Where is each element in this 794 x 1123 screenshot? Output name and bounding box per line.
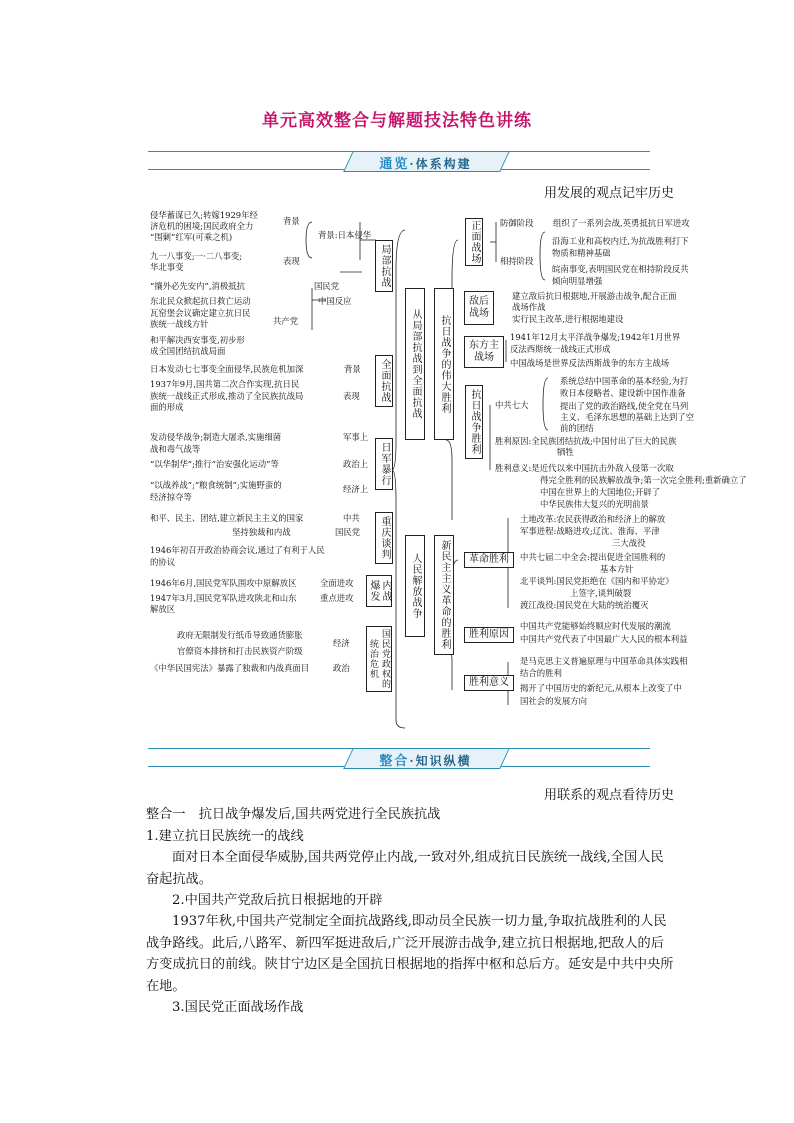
atrocity-economic-1: “以战养战”;“粮食统制”;实施野蛮的: [150, 480, 282, 490]
local-ccp-item-2: 瓦窑堡会议确定建立抗日民: [150, 308, 251, 318]
atrocity-military-1: 发动侵华战争;制造大屠杀,实施细菌: [150, 432, 282, 442]
local-bg-label: 背景: [283, 216, 300, 226]
local-ccp-item-3: 族统一战线方针: [150, 319, 209, 329]
local-manifest-label: 表现: [283, 256, 300, 266]
civil-war-item-1: 1946年6月,国民党军队围攻中原解放区: [150, 578, 297, 588]
s1-title: 1.建立抗日民族统一的战线: [146, 829, 304, 844]
revolution-item-7: 上签字,谈判破裂: [570, 588, 632, 598]
eastern-item-1: 1941年12月太平洋战争爆发;1942年1月世界: [510, 332, 681, 342]
box-eastern: 东方主战场: [464, 336, 504, 368]
box-meaning: 胜利意义: [464, 675, 514, 691]
civil-war-item-2: 1947年3月,国民党军队进攻陕北和山东: [150, 593, 297, 603]
local-gmd-item: “攘外必先安内”,消极抵抗: [150, 281, 245, 291]
meaning-item-3: 揭开了中国历史的新纪元,从根本上改变了中: [520, 683, 682, 693]
chongqing-item-2: 坚持独裁和内战: [232, 527, 291, 537]
victory-reason-1: 胜利原因:全民族团结抗战;中国付出了巨大的民族: [495, 436, 677, 446]
atrocity-political-1: “以华制华”;推行“治安强化运动”等: [150, 459, 279, 469]
local-ccp-label: 共产党: [273, 316, 299, 326]
chongqing-item-4: 的协议: [150, 557, 176, 567]
revolution-item-3: 三大战役: [612, 538, 646, 548]
victory-meaning-4: 中华民族伟大复兴的光明前景: [540, 499, 649, 509]
front-defense-item: 组织了一系列会战,英勇抵抗日军进攻: [553, 218, 690, 228]
local-manifest-item-2: 华北事变: [150, 262, 184, 272]
chongqing-item-3: 1946年初召开政治协商会议,通过了有利于人民: [150, 545, 325, 555]
box-rear-battle: 敌后战场: [464, 291, 494, 325]
center-local-to-full-war: 从局部抗战到全面抗战: [405, 288, 425, 440]
full-bg-item: 日本发动七七事变全面侵华,民族危机加深: [150, 364, 304, 374]
victory-congress-4: 主义、毛泽东思想的基础上达到了空: [560, 412, 694, 422]
local-china-reaction: 中国反应: [318, 296, 352, 306]
local-gmd-label: 国民党: [314, 281, 340, 291]
meaning-item-1: 是马克思主义普遍原理与中国革命具体实践相: [520, 656, 688, 666]
banner-rest: ·知识纵横: [409, 754, 472, 768]
victory-meaning-3: 中国在世界上的大国地位;开辟了: [540, 487, 661, 497]
revolution-item-8: 渡江战役:国民党在大陆的统治覆灭: [520, 600, 649, 610]
victory-reason-2: 牺牲: [557, 447, 574, 457]
revolution-item-6: 北平谈判:国民党拒绝在《国内和平协定》: [520, 576, 674, 586]
meaning-item-4: 国社会的发展方向: [520, 696, 587, 706]
local-ccp-item-5: 成全国团结抗战局面: [150, 346, 226, 356]
eastern-item-3: 中国战场是世界反法西斯战争的东方主战场: [510, 358, 670, 368]
local-bg-item-3: “围剿”红军(可乘之机): [150, 232, 233, 242]
victory-congress: 中共七大: [495, 400, 529, 410]
s2-text: 1937年秋,中国共产党制定全面抗战路线,即动员全民族一切力量,争取抗战胜利的人民战争路线。此后,八路军、新四军挺进敌后,广泛开展游击战争,建立抗日根据地,把敌人的后方变成抗日的前线。陕甘宁边区是全国抗日根据地的指挥中枢和总后方。延安是中共中央所在地。: [146, 914, 674, 994]
box-chongqing: 重庆谈判: [375, 512, 393, 564]
crisis-item-2: 官僚资本排挤和打击民族资产阶级: [177, 646, 303, 656]
reason-item-1: 中国共产党能够始终顺应时代发展的潮流: [520, 621, 671, 631]
front-stalemate-2: 物质和精神基础: [552, 248, 611, 258]
victory-meaning-1: 胜利意义:是近代以来中国抗击外敌入侵第一次取: [495, 463, 674, 473]
banner-rest: ·体系构建: [409, 157, 472, 171]
center-war-victory: 抗日战争的伟大胜利: [434, 288, 454, 440]
subtitle: 用发展的观点记牢历史: [543, 186, 674, 201]
atrocity-economic-2: 经济掠夺等: [150, 492, 192, 502]
chongqing-ccp-label: 中共: [343, 513, 360, 523]
rear-item-3: 实行民主改革,进行根据地建设: [512, 314, 624, 324]
atrocity-military-label: 军事上: [343, 432, 369, 442]
banner-strong: 通览: [379, 157, 410, 172]
crisis-econ-label: 经济: [333, 638, 350, 648]
box-victory: 抗日战争胜利: [465, 385, 483, 459]
front-stalemate-4: 倾向明显增强: [552, 276, 603, 286]
civil-war-offense-2: 重点进攻: [320, 593, 354, 603]
civil-war-offense-1: 全面进攻: [320, 578, 354, 588]
reason-item-2: 中国共产党代表了中国最广大人民的根本利益: [520, 634, 688, 644]
full-manifest-label: 表现: [343, 391, 360, 401]
section-heading: 整合一 抗日战争爆发后,国共两党进行全民族抗战: [146, 807, 441, 822]
crisis-politics-label: 政治: [333, 663, 350, 673]
full-manifest-item-1: 1937年9月,国共第二次合作实现,抗日民: [150, 379, 300, 389]
local-manifest-item-1: 九一八事变;一·二八事变;: [150, 251, 243, 261]
eastern-item-2: 反法西斯统一战线正式形成: [510, 344, 611, 354]
atrocity-military-2: 战和毒气战等: [150, 444, 201, 454]
crisis-item-1: 政府无限制发行纸币导致通货膨胀: [177, 630, 303, 640]
box-revolution: 革命胜利: [464, 552, 514, 568]
local-bg-item-1: 侵华蓄谋已久;转嫁1929年经: [150, 210, 258, 220]
victory-meaning-2: 得完全胜利的民族解放战争;第一次完全胜利;重新确立了: [540, 475, 747, 485]
local-bg-item-2: 济危机的困境;国民政府全力: [150, 221, 254, 231]
local-bg-sub: 背景:日本侵华: [318, 230, 372, 240]
full-manifest-item-2: 族统一战线正式形成,推动了全民族抗战局: [150, 391, 304, 401]
victory-congress-5: 前的团结: [560, 423, 594, 433]
front-stalemate-label: 相持阶段: [500, 256, 534, 266]
rear-item-2: 战场作战: [512, 302, 546, 312]
center-liberation-war: 人民解放战争: [405, 535, 425, 637]
front-stalemate-3: 皖南事变,表明国民党在相持阶段反共: [552, 264, 689, 274]
chongqing-item-1: 和平、民主、团结,建立新民主主义的国家: [150, 513, 304, 523]
box-front-battle: 正面战场: [465, 218, 483, 266]
victory-congress-1: 系统总结中国革命的基本经验,为打: [560, 376, 689, 386]
section-banner-integration: [148, 745, 650, 767]
local-ccp-item-1: 东北民众掀起抗日救亡运动: [150, 296, 251, 306]
full-bg-label: 背景: [344, 364, 361, 374]
victory-congress-2: 败日本侵略者、建设新中国作准备: [560, 388, 686, 398]
chongqing-gmd-label: 国民党: [335, 527, 361, 537]
crisis-item-3: 《中华民国宪法》暴露了独裁和内战真面目: [150, 663, 310, 673]
box-local-war: 局部抗战: [375, 240, 393, 292]
box-civil-war: 内战爆发: [366, 575, 392, 607]
atrocity-economic-label: 经济上: [343, 484, 369, 494]
box-full-war: 全面抗战: [375, 355, 393, 407]
s3-title: 3.国民党正面战场作战: [172, 1000, 304, 1015]
full-manifest-item-3: 面的形成: [150, 402, 184, 412]
subtitle: 用联系的观点看待历史: [543, 788, 674, 803]
front-defense-label: 防御阶段: [500, 218, 534, 228]
revolution-item-1: 土地改革:农民获得政治和经济上的解放: [520, 514, 666, 524]
victory-congress-3: 提出了党的政治路线,使全党在马列: [560, 401, 689, 411]
center-new-democracy-victory: 新民主主义革命的胜利: [434, 535, 454, 655]
front-stalemate-1: 沿海工业和高校内迁,为抗战胜利打下: [552, 236, 689, 246]
s1-text: 面对日本全面侵华威胁,国共两党停止内战,一致对外,组成抗日民族统一战线,全国人民奋起抗战。: [146, 850, 664, 887]
box-atrocities: 日军暴行: [375, 438, 393, 490]
meaning-item-2: 结合的胜利: [520, 668, 562, 678]
civil-war-item-3: 解放区: [150, 604, 176, 614]
revolution-item-5: 基本方针: [600, 564, 634, 574]
box-reason: 胜利原因: [464, 627, 514, 643]
atrocity-political-label: 政治上: [343, 459, 369, 469]
revolution-item-4: 中共七届二中全会:提出促进全国胜利的: [520, 552, 666, 562]
banner-strong: 整合: [379, 754, 410, 769]
box-gmd-crisis: 国民党政权的统治危机: [366, 626, 392, 692]
local-ccp-item-4: 和平解决西安事变,初步形: [150, 335, 245, 345]
s2-title: 2.中国共产党敌后抗日根据地的开辟: [172, 893, 383, 908]
revolution-item-2: 军事进程:战略进攻;辽沈、淮海、平津: [520, 526, 660, 536]
rear-item-1: 建立敌后抗日根据地,开展游击战争,配合正面: [512, 291, 677, 301]
page-title: 单元高效整合与解题技法特色讲练: [262, 111, 532, 131]
